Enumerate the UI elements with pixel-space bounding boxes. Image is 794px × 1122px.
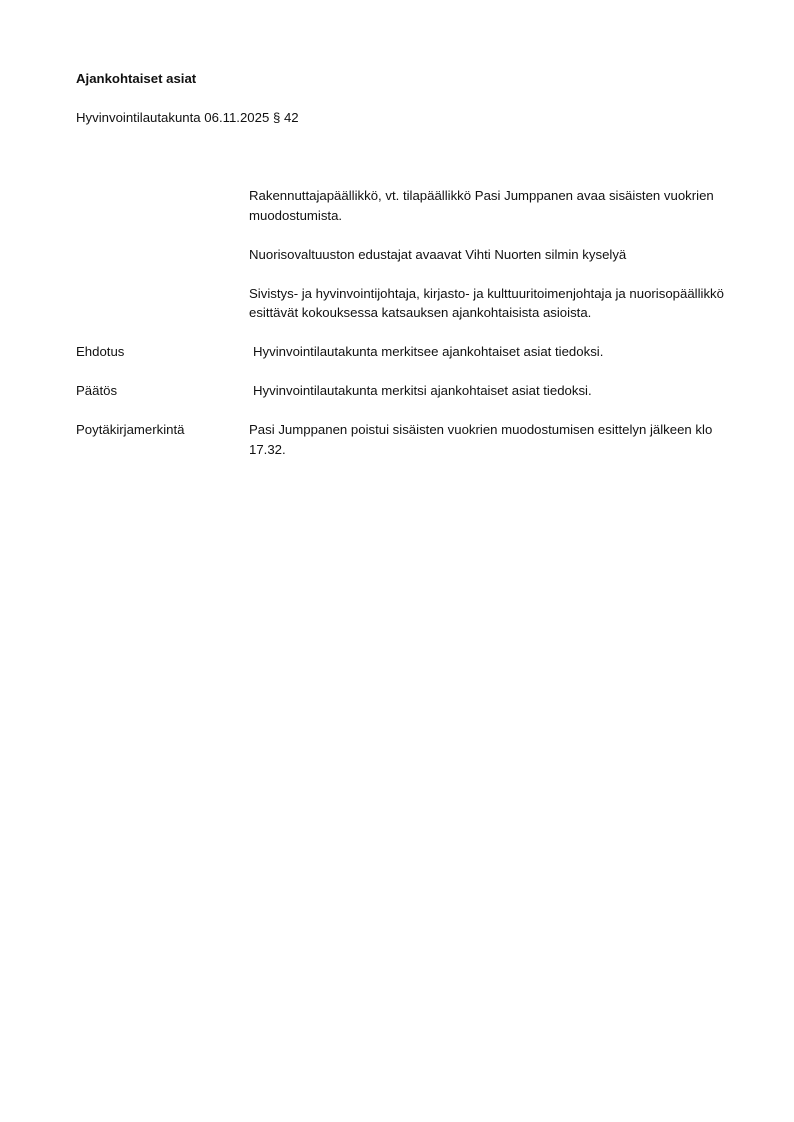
decision-label: Päätös <box>76 383 118 398</box>
proposal-label: Ehdotus <box>76 344 125 359</box>
intro-section <box>249 186 749 323</box>
minutes-note-label: Poytäkirjamerkintä <box>76 422 185 437</box>
intro-paragraph-youth-council: Nuorisovaltuuston edustajat avaavat Vihti Nuorten silmin kyselyä <box>249 246 627 262</box>
proposal-text: Hyvinvointilautakunta merkitsee ajankohtaiset asiat tiedoksi. <box>253 344 604 359</box>
document-title: Ajankohtaiset asiat <box>76 71 197 86</box>
intro-paragraph-directors: Sivistys- ja hyvinvointijohtaja, kirjasto- ja kulttuuritoimenjohtaja ja nuorisopäällikkö esittävät kokouksessa katsauksen ajankohtaisista asioista. <box>249 285 724 320</box>
minutes-note-text: Pasi Jumppanen poistui sisäisten vuokrien muodostumisen esittelyn jälkeen klo 17.32. <box>249 422 713 457</box>
decision-text: Hyvinvointilautakunta merkitsi ajankohtaiset asiat tiedoksi. <box>253 383 592 398</box>
meeting-reference: Hyvinvointilautakunta 06.11.2025 § 42 <box>76 110 299 125</box>
intro-paragraph-rent: Rakennuttajapäällikkö, vt. tilapäällikkö Pasi Jumppanen avaa sisäisten vuokrien muodostumista. <box>249 188 714 223</box>
